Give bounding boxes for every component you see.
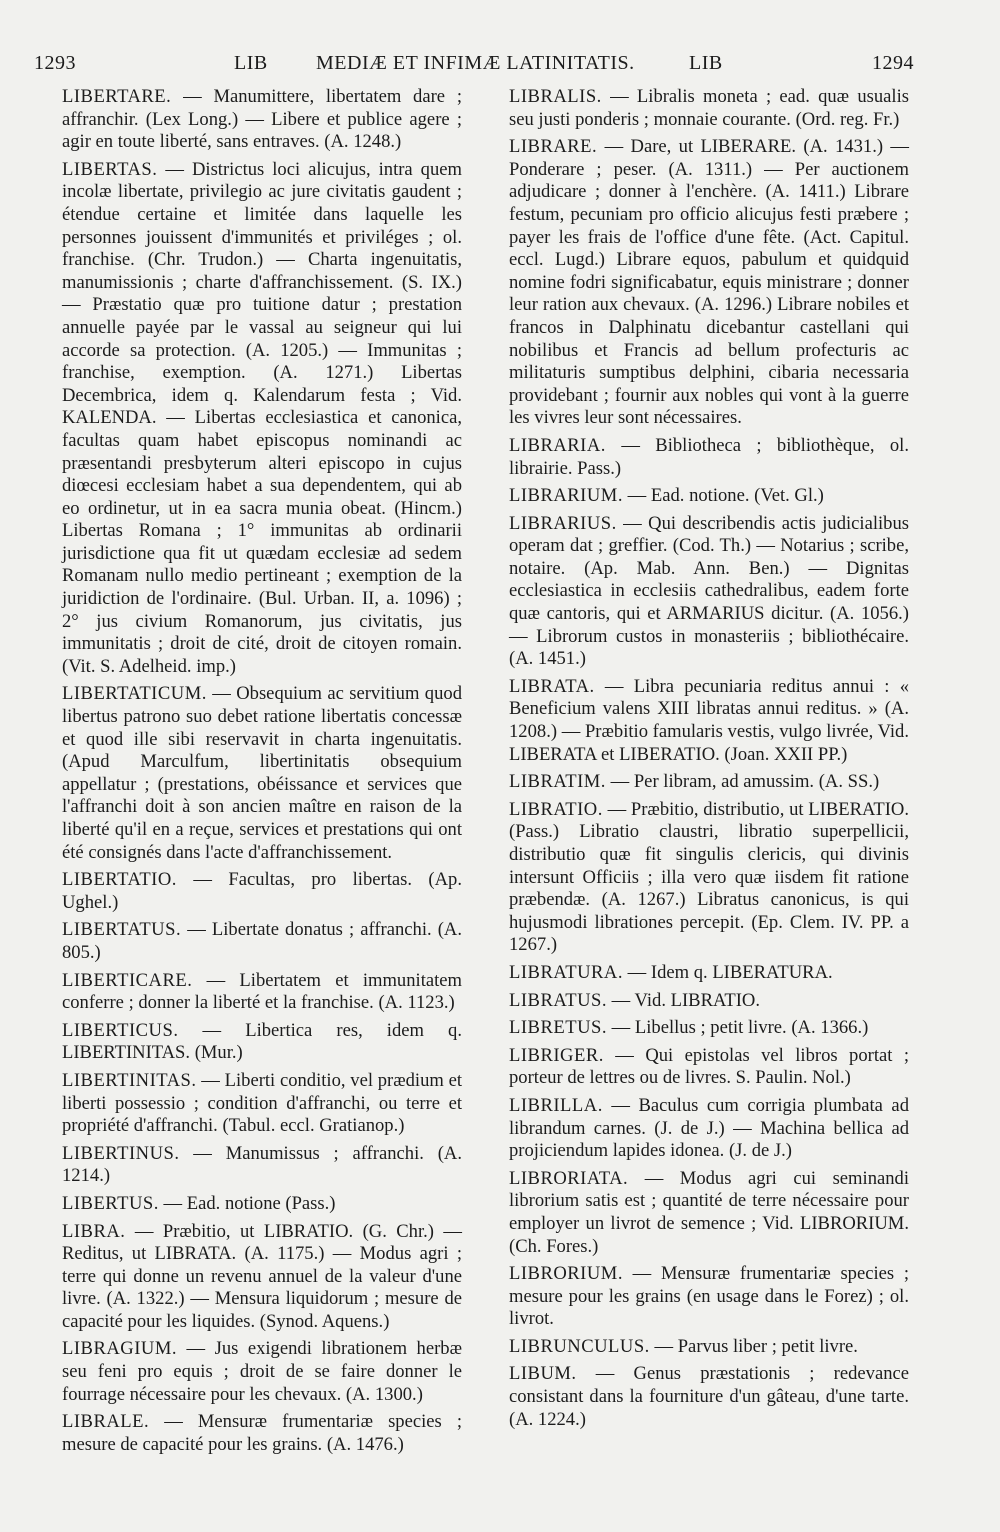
dictionary-entry — [509, 1045, 909, 1090]
left-column — [62, 86, 462, 1461]
dictionary-entry — [509, 1336, 909, 1359]
entry-headword: LIBRETUS. — [509, 1017, 607, 1039]
entry-definition: — Ead. notione. (Vet. Gl.) — [622, 485, 824, 507]
entry-headword: LIBERTATUS. — [62, 919, 182, 941]
entry-definition: — Districtus loci alicujus, intra quem incolæ libertate, privilegio ac jure civitatis gaudent ; étendue certaine et limitée dans laquelle les personnes jouissent d'immunités et priviléges ; ol. franchise. (Chr. Trudon.) — Charta ingenuitatis, manumissionis ; charte d'affranchissement. (S. IX.) — Præstatio quæ pro tuitione datur ; prestation annuelle payée par le vassal au seigneur qui lui accorde sa protection. (A. 1205.) — Immunitas ; franchise, exemption. (A. 1271.) Libertas Decembrica, idem q. Kalendarum festa ; Vid. KALENDA. — Libertas ecclesiastica et canonica, facultas quam habet episcopus nominandi ac præsentandi presbyterum alteri episcopo in cujus diœcesi ecclesiam habet a sua dependentem, qui ab eo ordinetur, ut in ea sacra munia obeat. (Hincm.) Libertas Romana ; 1° immunitas ab ordinarii jurisdictione qua fit ut quædam ecclesiæ ad sedem Romanam nullo medio pertineant ; exemption de la juridiction de l'ordinaire. (Bul. Urban. II, a. 1096) ; 2° jus civium Romanorum, jus civitatis, jus immunitatis ; droit de cité, droit de citoyen romain. (Vit. S. Adelheid. imp.) — [62, 158, 462, 677]
dictionary-entry — [62, 1020, 462, 1065]
page-number-right: 1294 — [872, 52, 914, 74]
entry-definition: — Jus exigendi librationem herbæ seu feni pro equis ; droit de se faire donner le fourrage nécessaire pour les chevaux. (A. 1300.) — [62, 1338, 462, 1405]
running-header — [34, 52, 914, 84]
entry-headword: LIBRARE. — [509, 136, 598, 158]
entry-definition: — Mensuræ frumentariæ species ; mesure pour les grains (en usage dans le Forez) ; ol. livrot. — [509, 1263, 909, 1330]
entry-definition: — Obsequium ac servitium quod libertus patrono suo debet ratione libertatis concessæ et quod ille sibi reservavit in charta ingenuitatis. (Apud Marculfum, libertinitatis obsequium appellatur ; (prestations, obéissance et services que l'affranchi doit à son ancien maître en raison de la liberté qu'il en a reçue, services et prestations qui ont été consignés dans l'acte d'affranchissement. — [62, 683, 462, 863]
dictionary-entry — [62, 159, 462, 679]
page-number-left: 1293 — [34, 52, 76, 74]
dictionary-entry — [509, 1363, 909, 1431]
entry-definition: — Præbitio, distributio, ut LIBERATIO. (Pass.) Libratio claustri, libratio superpellicii, distributio quæ fit singulis clericis, qui divinis intersunt Officiis ; illa vero quæ iisdem fit ratione præbendæ. (A. 1267.) Libratus canonicus, is qui hujusmodi librationes percepit. (Ep. Clem. IV. PP. a 1267.) — [509, 798, 909, 956]
entry-definition: — Libertica res, idem q. LIBERTINITAS. (Mur.) — [62, 1019, 462, 1064]
entry-definition: — Præbitio, ut LIBRATIO. (G. Chr.) — Reditus, ut LIBRATA. (A. 1175.) — Modus agri ; terre qui donne un revenu annuel de la valeur d'une livre. (A. 1322.) — Mensura liquidorum ; mesure de capacité pour les liquides. (Synod. Aquens.) — [62, 1220, 462, 1332]
entry-definition: — Modus agri cui seminandi librorium satis est ; quantité de terre nécessaire pour employer un livrot de semence ; Vid. LIBRORIUM. (Ch. Fores.) — [509, 1167, 909, 1257]
entry-definition: — Vid. LIBRATIO. — [607, 989, 760, 1011]
entry-headword: LIBERTAS. — [62, 158, 158, 180]
dictionary-entry — [62, 919, 462, 964]
entry-headword: LIBERTICUS. — [62, 1019, 179, 1041]
dictionary-entry — [509, 513, 909, 671]
entry-headword: LIBRATIO. — [509, 798, 603, 820]
entry-headword: LIBRALIS. — [509, 86, 602, 107]
dictionary-entry — [62, 683, 462, 864]
entry-definition: — Manumittere, libertatem dare ; affranchir. (Lex Long.) — Libere et publice agere ; agir en toute liberté, sans entraves. (A. 1248.) — [62, 86, 462, 153]
entry-definition: — Manumissus ; affranchi. (A. 1214.) — [62, 1142, 462, 1187]
dictionary-entry — [62, 1338, 462, 1406]
entry-headword: LIBRUNCULUS. — [509, 1335, 650, 1357]
dictionary-entry — [62, 1411, 462, 1456]
abbr-right: LIB — [689, 52, 723, 74]
entry-headword: LIBERTINUS. — [62, 1142, 180, 1164]
entry-definition: — Parvus liber ; petit livre. — [649, 1335, 858, 1357]
entry-headword: LIBUM. — [509, 1363, 577, 1385]
entry-definition: — Libra pecuniaria reditus annui : « Beneficium valens XIII libratas annui reditus. » (A. 1208.) — Præbitio famularis vestis, vulgo livrée, Vid. LIBERATA et LIBERATIO. (Joan. XXII PP.) — [509, 675, 909, 765]
dictionary-entry — [62, 869, 462, 914]
entry-headword: LIBRARIA. — [509, 434, 606, 456]
entry-headword: LIBERTATIO. — [62, 869, 177, 891]
abbr-left: LIB — [234, 52, 268, 74]
dictionary-entry — [509, 771, 909, 794]
dictionary-entry — [509, 990, 909, 1013]
entry-definition: — Dare, ut LIBERARE. (A. 1431.) — Ponderare ; peser. (A. 1311.) — Per auctionem adjudicare ; donner à l'enchère. (A. 1411.) Librare festum, pecuniam pro officio alicujus festi præbere ; payer les frais de l'office d'une fête. (Act. Capitul. eccl. Lugd.) Librare equos, pabulum et quidquid nomine fodri significabatur, equis ministrare ; donner leur ration aux chevaux. (A. 1296.) Librare nobiles et francos in Dalphinatu dicebantur castellani qui nobilibus et Francis ad bellum profecturis ac militaturis sumptibus delphini, cibaria necessaria providebant ; fournir aux nobles qui vont à la guerre les vivres leur sont nécessaires. — [509, 136, 909, 429]
entry-headword: LIBRILLA. — [509, 1094, 603, 1116]
entry-headword: LIBRORIUM. — [509, 1263, 623, 1285]
dictionary-entry — [509, 799, 909, 957]
running-title: MEDIÆ ET INFIMÆ LATINITATIS. — [316, 52, 635, 74]
entry-headword: LIBRARIUM. — [509, 485, 623, 507]
entry-headword: LIBRATUS. — [509, 989, 607, 1011]
entry-definition: — Mensuræ frumentariæ species ; mesure de capacité pour les grains. (A. 1476.) — [62, 1411, 462, 1455]
entry-headword: LIBRIGER. — [509, 1044, 604, 1066]
dictionary-entry — [62, 86, 462, 154]
right-column — [509, 86, 909, 1436]
entry-headword: LIBRALE. — [62, 1411, 150, 1433]
entry-definition: — Libralis moneta ; ead. quæ usualis seu justi ponderis ; monnaie courante. (Ord. reg. Fr.) — [509, 86, 909, 130]
entry-headword: LIBRATA. — [509, 675, 595, 697]
entry-headword: LIBRARIUS. — [509, 512, 617, 534]
entry-definition: — Bibliotheca ; bibliothèque, ol. librairie. Pass.) — [509, 434, 909, 479]
entry-headword: LIBRORIATA. — [509, 1167, 629, 1189]
dictionary-entry — [509, 435, 909, 480]
dictionary-entry — [62, 1221, 462, 1334]
entry-definition: — Libertate donatus ; affranchi. (A. 805.) — [62, 919, 462, 963]
dictionary-entry — [509, 676, 909, 766]
entry-headword: LIBRA. — [62, 1220, 126, 1242]
entry-definition: — Baculus cum corrigia plumbata ad librandum carnes. (J. de J.) — Machina bellica ad projiciendum lapides idonea. (J. de J.) — [509, 1094, 909, 1162]
entry-headword: LIBERTARE. — [62, 86, 172, 107]
entry-headword: LIBERTINITAS. — [62, 1069, 197, 1091]
dictionary-entry — [62, 970, 462, 1015]
entry-definition: — Qui describendis actis judicialibus operam dat ; greffier. (Cod. Th.) — Notarius ; scribe, notaire. (Ap. Mab. Ann. Ben.) — Dignitas ecclesiastica in ecclesiis cathedralibus, eadem forte quæ cantoris, qui et ARMARIUS dicitur. (A. 1056.) — Librorum custos in monasteriis ; bibliothécaire. (A. 1451.) — [509, 512, 909, 670]
entry-headword: LIBRATIM. — [509, 771, 606, 793]
dictionary-entry — [509, 1095, 909, 1163]
entry-headword: LIBERTUS. — [62, 1192, 159, 1214]
dictionary-entry — [62, 1193, 462, 1216]
dictionary-entry — [509, 485, 909, 508]
entry-definition: — Libellus ; petit livre. (A. 1366.) — [607, 1017, 869, 1039]
entry-definition: — Liberti conditio, vel prædium et liberti possessio ; condition d'affranchi, ou terre et propriété d'affranchi. (Tabul. eccl. Gratianop.) — [62, 1069, 462, 1137]
dictionary-entry — [509, 1168, 909, 1258]
dictionary-entry — [509, 962, 909, 985]
entry-headword: LIBRAGIUM. — [62, 1338, 178, 1360]
entry-definition: — Idem q. LIBERATURA. — [622, 961, 833, 983]
entry-headword: LIBERTICARE. — [62, 969, 193, 991]
entry-definition: — Genus præstationis ; redevance consistant dans la fourniture d'un gâteau, d'une tarte. (A. 1224.) — [509, 1363, 909, 1430]
dictionary-entry — [509, 136, 909, 430]
dictionary-entry — [509, 86, 909, 131]
entry-definition: — Facultas, pro libertas. (Ap. Ughel.) — [62, 869, 462, 913]
dictionary-entry — [509, 1263, 909, 1331]
entry-definition: — Ead. notione (Pass.) — [158, 1192, 336, 1214]
entry-definition: — Libertatem et immunitatem conferre ; donner la liberté et la franchise. (A. 1123.) — [62, 969, 462, 1014]
entry-headword: LIBERTATICUM. — [62, 683, 207, 705]
entry-definition: — Per libram, ad amussim. (A. SS.) — [605, 771, 880, 793]
entry-definition: — Qui epistolas vel libros portat ; porteur de lettres ou de livres. S. Paulin. Nol.) — [509, 1044, 909, 1089]
dictionary-entry — [62, 1143, 462, 1188]
dictionary-entry — [62, 1070, 462, 1138]
entry-headword: LIBRATURA. — [509, 961, 623, 983]
dictionary-entry — [509, 1017, 909, 1040]
